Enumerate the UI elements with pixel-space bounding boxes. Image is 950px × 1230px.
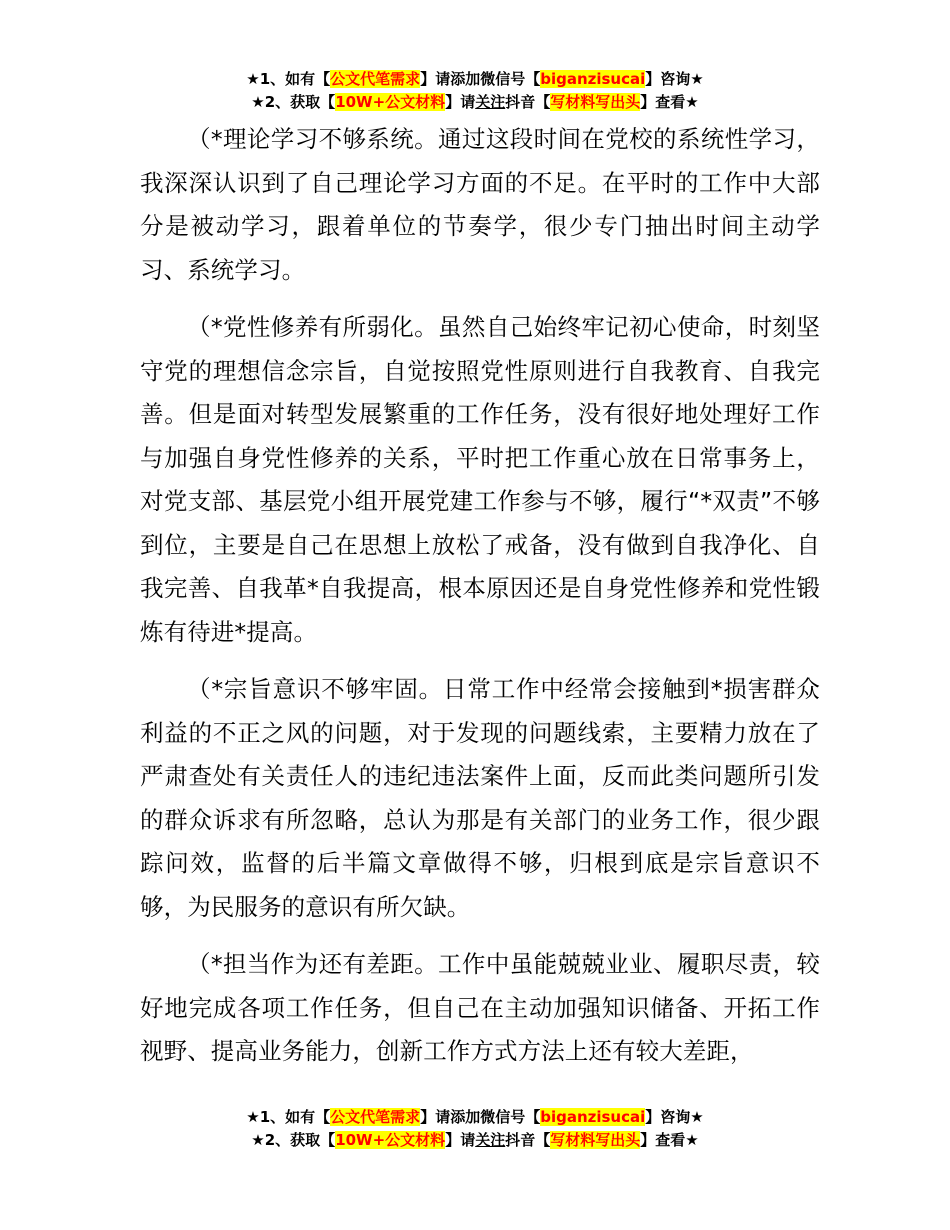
highlight-douyin-account: 写材料写出头: [550, 1131, 641, 1149]
paragraph-theory-study: （*理论学习不够系统。通过这段时间在党校的系统性学习，我深深认识到了自己理论学习方面的不足。在平时的工作中大部分是被动学习，跟着单位的节奏学，很少专门抽出时间主动学习、系统学习。: [140, 125, 820, 284]
highlight-ghostwriting: 公文代笔需求: [330, 1108, 421, 1126]
paragraph-party-spirit: （*党性修养有所弱化。虽然自己始终牢记初心使命，时刻坚守党的理想信念宗旨，自觉按照党性原则进行自我教育、自我完善。但是面对转型发展繁重的工作任务，没有很好地处理好工作与加强自身党性修养的关系，平时把工作重心放在日常事务上，对党支部、基层党小组开展党建工作参与不够，履行“*双责”不够到位，主要是自己在思想上放松了戒备，没有做到自我净化、自我完善、自我革*自我提高，根本原因还是自身党性修养和党性锻炼有待进*提高。: [140, 313, 820, 646]
banner-text: 】请: [445, 93, 476, 111]
highlight-ghostwriting: 公文代笔需求: [330, 70, 421, 88]
document-body: [140, 118, 820, 1088]
underlined-follow: 关注: [475, 93, 506, 111]
header-banner: [0, 68, 950, 114]
banner-text: 】查看★: [640, 93, 699, 111]
banner-text: ★1、如有【: [246, 1108, 331, 1126]
highlight-wechat-id: biganzisucai: [540, 70, 646, 88]
highlight-materials: 10W+公文材料: [335, 1131, 446, 1149]
banner-text: 】咨询★: [645, 70, 704, 88]
highlight-douyin-account: 写材料写出头: [550, 93, 641, 111]
banner-text: 抖音【: [505, 93, 551, 111]
banner-text: ★2、获取【: [251, 1131, 336, 1149]
banner-text: 】查看★: [640, 1131, 699, 1149]
banner-text: ★2、获取【: [251, 93, 336, 111]
banner-text: 抖音【: [505, 1131, 551, 1149]
banner-line-1: [0, 1106, 950, 1129]
footer-banner: [0, 1106, 950, 1152]
banner-line-1: [0, 68, 950, 91]
banner-line-2: [0, 1129, 950, 1152]
paragraph-responsibility: （*担当作为还有差距。工作中虽能兢兢业业、履职尽责，较好地完成各项工作任务，但自己在主动加强知识储备、开拓工作视野、提高业务能力，创新工作方式方法上还有较大差距，: [140, 950, 820, 1065]
banner-line-2: [0, 91, 950, 114]
banner-text: 】咨询★: [645, 1108, 704, 1126]
paragraph-purpose-awareness: （*宗旨意识不够牢固。日常工作中经常会接触到*损害群众利益的不正之风的问题，对于发现的问题线索，主要精力放在了严肃查处有关责任人的违纪违法案件上面，反而此类问题所引发的群众诉求有所忽略，总认为那是有关部门的业务工作，很少跟踪问效，监督的后半篇文章做得不够，归根到底是宗旨意识不够，为民服务的意识有所欠缺。: [140, 675, 820, 921]
highlight-materials: 10W+公文材料: [335, 93, 446, 111]
banner-text: ★1、如有【: [246, 70, 331, 88]
highlight-wechat-id: biganzisucai: [540, 1108, 646, 1126]
banner-text: 】请: [445, 1131, 476, 1149]
banner-text: 】请添加微信号【: [420, 1108, 541, 1126]
banner-text: 】请添加微信号【: [420, 70, 541, 88]
underlined-follow: 关注: [475, 1131, 506, 1149]
